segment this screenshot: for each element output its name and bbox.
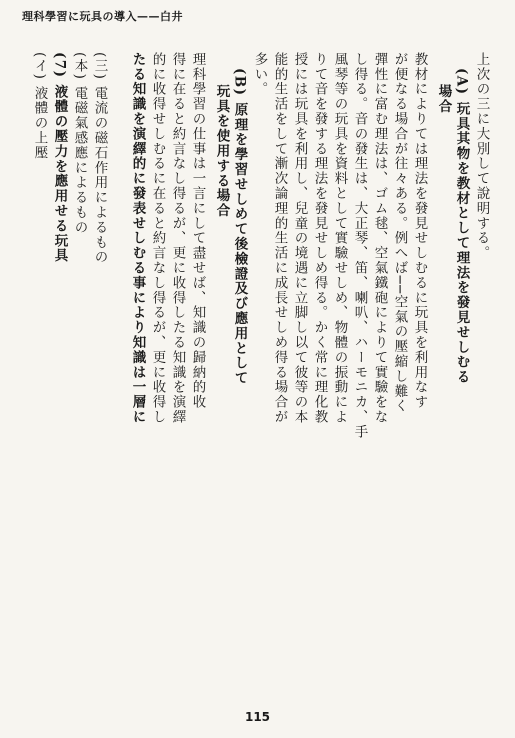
- text-column: りて音を發する理法を發見せしめ得る。かく常に理化教: [311, 52, 328, 425]
- text-column: たる知識を演繹的に發表せしむる事により知識は一層に: [129, 52, 146, 425]
- text-column: 得に在ると約言なし得るが、更に收得したる知識を演繹: [169, 52, 186, 425]
- text-column: し得る。音の發生は、大正琴、笛、喇叭、ハーモニカ、手: [351, 52, 368, 440]
- text-column: 彈性に富む理法は、ゴム毬、空氣鐵砲によりて實驗をな: [371, 52, 388, 425]
- section-b-heading: (B) 原理を學習せしめて後檢證及び應用として: [231, 68, 248, 386]
- section-a-heading-cont: 場合: [435, 84, 452, 114]
- text-column: 上次の三に大別して說明する。: [473, 52, 490, 261]
- text-column: 授には玩具を利用し、兒童の境遇に立脚し以て彼等の本: [291, 52, 308, 425]
- text-column: 理科學習の仕事は一言にして盡せば、知識の歸納的收: [189, 52, 206, 410]
- section-a-heading: (A) 玩具其物を教材として理法を發見せしむる: [453, 68, 470, 385]
- text-column: 教材によりては理法を發見せしむるに玩具を利用なす: [411, 52, 428, 410]
- text-column: 風琴等の玩具を資料として實驗せしめ、物體の振動によ: [331, 52, 348, 425]
- list-heading: (7) 液體の壓力を應用せる玩具: [51, 52, 68, 264]
- running-title: 理科學習に玩具の導入——白井: [22, 10, 183, 23]
- list-item: (三) 電流の磁石作用によるもの: [91, 52, 108, 265]
- text-column: 能的生活をして漸次論理的生活に成長せしめ得る場合が: [271, 52, 288, 425]
- text-column: 多い。: [251, 52, 268, 97]
- text-column: 的に收得せしむるに在ると約言なし得るが、更に收得し: [149, 52, 166, 425]
- section-b-heading-cont: 玩具を使用する場合: [213, 84, 230, 219]
- list-item: (イ) 液體の上壓: [31, 52, 48, 161]
- list-item: (本) 電磁氣感應によるもの: [71, 52, 88, 235]
- text-column: が便なる場合が往々ある。例へば──空氣の壓縮し難く: [391, 52, 408, 414]
- page-number: 115: [244, 710, 271, 724]
